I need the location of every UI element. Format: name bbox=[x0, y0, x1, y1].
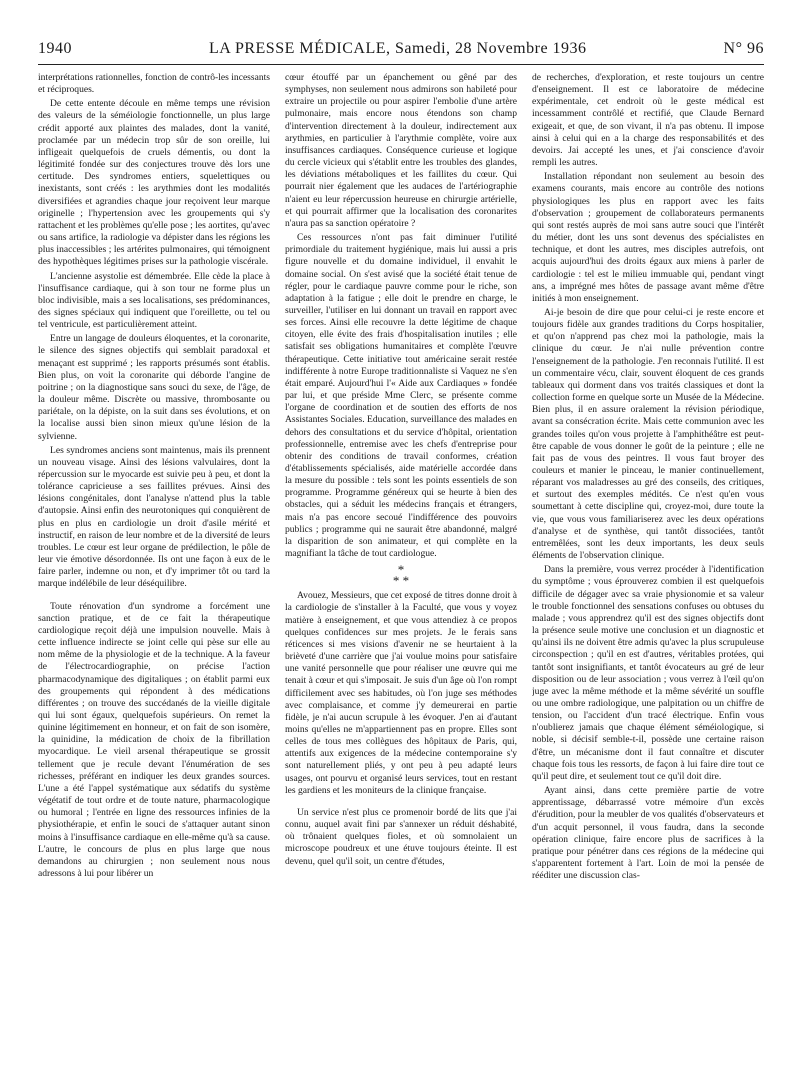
text-column-3 bbox=[532, 72, 764, 1072]
journal-title: LA PRESSE MÉDICALE, Samedi, 28 Novembre 1936 bbox=[209, 40, 587, 57]
paragraph-gap bbox=[285, 799, 517, 807]
paragraph: Ai-je besoin de dire que pour celui-ci je reste encore et toujours fidèle aux grandes traditions du Corps hospitalier, et qu'on n'apprend pas chez moi la pathologie, mais la clinique du cœur. Je n'ai nulle prévention contre l'enseignement de la pathologie. J'en reconnais l'utilité. Il est un commentaire vécu, clair, souvent éloquent de ces grands tableaux qui dorment dans vos traités classiques et dont la collection forme en quelque sorte un Musée de la Médecine. Bien plus, il en assure oralement la révision périodique, avant sa consécration écrite. Mais cette communion avec les grandes toiles qu'on vous projette à l'amphithéâtre est peut-être capable de vous donner le goût de la peinture ; elle ne fait pas de vous des peintres. Il vous faut broyer des couleurs et manier le pinceau, le manier continuellement, réparant vos maladresses au gré des conseils, des critiques, et surtout des exemples médités. Ce n'est qu'en vous soumettant à cette discipline qui, croyez-moi, dure toute la vie, que vous vous familiariserez avec les deux opérations d'analyse et de synthèse, qui tantôt dissociées, tantôt entremêlées, sont les deux importants, les deux seuls éléments de l'observation clinique. bbox=[532, 306, 764, 562]
paragraph: L'ancienne asystolie est démembrée. Elle cède la place à l'insuffisance cardiaque, qui à son tour ne forme plus un bloc indivisible, mais a ses localisations, ses prédominances, des signes spéciaux qui indiquent que l'oreillette, ou tel ou tel ventricule, est particulièrement atteint. bbox=[38, 270, 270, 331]
paragraph: cœur étouffé par un épanchement ou gêné par des symphyses, non seulement nous admirons son habileté pour extraire un projectile ou pour aspirer l'embolie d'une artère pulmonaire, mais encore nous étendons son champ d'intervention directement à la douleur, indirectement aux arythmies, en particulier à l'arythmie complète, voire aux insuffisances cardiaques. Conséquence curieuse et logique du cercle vicieux qui s'établit entre les troubles des glandes, les déviations métaboliques et les faillites du cœur. Qui pourrait nier également que les audaces de l'artériographie n'aient eu leur répercussion heureuse en chirurgie artérielle, et qui pourrait affirmer que la localisation des coronarites n'aura pas sa sanction opératoire ? bbox=[285, 72, 517, 229]
text-column-2 bbox=[285, 72, 517, 1072]
paragraph: de recherches, d'exploration, et reste toujours un centre d'enseignement. Il est ce laboratoire de médecine expérimentale, cet endroit où le geste médical est incessamment contrôlé et rectifié, que Claude Bernard exigeait, et que, de son vivant, il n'a pas obtenu. Il impose ainsi à celui qui en a la charge des responsabilités et des devoirs. Jai accepté les unes, et j'ai conscience d'avoir rempli les autres. bbox=[532, 72, 764, 169]
paragraph: Entre un langage de douleurs éloquentes, et la coronarite, le silence des signes objectifs qui semblait paradoxal et menaçant est supprimé ; les rapports présumés sont établis. Bien plus, on voit la coronarite qui déborde l'angine de poitrine ; on la diagnostique sans souci du sexe, de l'âge, de la douleur même. Discrète ou massive, thrombosante ou pariétale, on la dépiste, on la suit dans ses évolutions, et on la localise aussi bien sinon mieux qu'une lésion de la sylvienne. bbox=[38, 333, 270, 442]
issue-number: N° 96 bbox=[723, 40, 764, 57]
paragraph: De cette entente découle en même temps une révision des valeurs de la séméiologie fonctionnelle, un plus large crédit apporté aux plaintes des malades, dont la vanité, proclamée par un médecin trop sûr de son oreille, lui infligeait quelquefois de cruels démentis, ou dont la légitimité fondée sur des conjectures trouve dès lors une certitude. Des syndromes entiers, squelettiques ou inexistants, sont créés : les arythmies dont les modalités diversifiées et agrandies chaque jour reçoivent leur marque originelle ; l'hypertension avec les groupements qui s'y rattachent et les problèmes qu'elle pose ; les aortites, qu'avec ou sans artifice, la radiologie va dépister dans les régions les plus inaccessibles ; les artérites pulmonaires, qui témoignent des hypothèques légitimes prises sur la pathologie viscérale. bbox=[38, 98, 270, 268]
paragraph: interprétations rationnelles, fonction de contrô-les incessants et réciproques. bbox=[38, 72, 270, 96]
paragraph: Ces ressources n'ont pas fait diminuer l'utilité primordiale du traitement hygiénique, mais lui aussi a pris figure nouvelle et du domaine individuel, il envahit le domaine social. On s'est avisé que la société était tenue de régler, pour le cardiaque pauvre comme pour le riche, son adaptation à la fatigue ; elle doit le prendre en charge, le surveiller, l'utiliser en lui donnant un travail en rapport avec ses forces. Ainsi elle recouvre la dette légitime de chaque citoyen, elle évite des frais d'hospitalisation inutiles ; elle satisfait ses obligations humanitaires et complète l'œuvre thérapeutique. Cette initiative tout américaine serait restée indifférente à notre Europe traditionnaliste si Vaquez ne s'en était emparé. Aujourd'hui l'« Aide aux Cardiaques » fondée par lui, et que préside Mme Clerc, se présente comme l'organe de coordination et de soutien des efforts de nos Assistantes Sociales. Education, surveillance des malades en dehors des consultations et du service d'hôpital, orientation professionnelle, entremise avec les chefs d'entreprise pour obtenir des conditions de travail conformes, création d'établissements spécialisés, aide matérielle accordée dans la mesure du possible : tels sont les points essentiels de son programme. Programme généreux qui se heurte à bien des obstacles, qui a séduit les médecins français et étrangers, mais n'a pas encore secoué l'indifférence des pouvoirs publics ; programme qui ne saurait être abandonné, malgré la disparition de son animateur, et qui complète en la magnifiant la tâche de tout cardiologue. bbox=[285, 232, 517, 560]
paragraph: Toute rénovation d'un syndrome a forcément une sanction pratique, et de ce fait la thérapeutique cardiologique reçoit déjà une impulsion nouvelle. Mais à cette influence indirecte se joint celle qui pèse sur elle au nom même de la physiologie et de la technique. A la faveur de l'électrocardiographie, on précise l'action pharmacodynamique des digitaliques ; on établit parmi eux des groupements qui répondent à des médications différentes ; on trouve des succédanés de la vieille digitale qui lui sont égaux, quelquefois supérieurs. On remet la quinine légitimement en honneur, et on fait de son isomère, la quinidine, la médication de choix de la fibrillation myocardique. Le vieil arsenal thérapeutique se grossit tellement que je recule devant l'énumération de ses richesses, préférant en indiquer les deux grandes sources. L'une a été l'appel systématique aux sédatifs du système végétatif de tout ordre et de toute nature, pharmacologique ou humoral ; l'entrée en ligne des ressources infinies de la physiothérapie, et enfin le souci de s'attaquer autant sinon moins à l'insuffisance cardiaque en elle-même qu'à sa cause. L'autre, le concours de plus en plus large que nous demandons au chirurgien ; non seulement nous nous adressons à lui pour libérer un bbox=[38, 600, 270, 879]
text-column-1 bbox=[38, 72, 270, 1072]
paragraph: Avouez, Messieurs, que cet exposé de titres donne droit à la cardiologie de s'installer à la Faculté, que vous y voyez matière à enseignement, et que vous attendiez à ce propos quelques confidences sur mes projets. Je le ferais sans réticences si mes visions d'avenir ne se heurtaient à la brièveté d'une carrière que j'ai voulue moins pour satisfaire une vanité personnelle que pour réaliser une œuvre qui me tenait à cœur et qui s'imposait. Je suis d'un âge où l'on rompt difficilement avec ses habitudes, où l'on juge ses méthodes avec complaisance, et comme j'y demeurerai en partie fidèle, je n'ai aucun scrupule à les évoquer. J'en ai d'autant moins qu'elles ne m'appartiennent pas en propre. Elles sont celles de tous mes collègues des hôpitaux de Paris, qui, attentifs aux exigences de la médecine contemporaine s'y sont naturellement pliés, y ont peu à peu adapté leurs usages, ont pourvu et organisé leurs services, tout en restant les gardiens et les moniteurs de la clinique française. bbox=[285, 590, 517, 796]
page-number: 1940 bbox=[38, 40, 72, 57]
section-separator: * * * bbox=[392, 562, 410, 589]
paragraph: Dans la première, vous verrez procéder à l'identification du symptôme ; vous éprouverez combien il est quelquefois difficile de dégager avec sa vraie physionomie et sa valeur le trouble fonctionnel des sensations confuses ou obtuses du malade ; vous apprendrez qu'il est des signes objectifs dont la présence seule motive une conclusion et un diagnostic et qu'ainsi ils ne doivent être admis qu'avec la plus scrupuleuse circonspection ; qu'il en est d'autres, véritables protées, qui tantôt sont insignifiants, et tantôt évocateurs au gré de leur disposition ou de leur association ; vous verrez à l'œil qu'on juge avec la même méthode et la même sévérité un souffle ou une ombre radiologique, une palpitation ou un chiffre de tension, ou l'accident d'un tracé électrique. Enfin vous n'oublierez jamais que chaque élément séméiologique, si noble, si décisif semble-t-il, possède une certaine raison d'être, un mécanisme dont il faut connaître et discuter chaque fois tous les ressorts, de façon à lui faire dire tout ce qu'il peut dire, et seulement tout ce qu'il doit dire. bbox=[532, 564, 764, 782]
paragraph-gap bbox=[38, 593, 270, 601]
paragraph: Ayant ainsi, dans cette première partie de votre apprentissage, débarrassé votre mémoire d'un excès d'érudition, pour la meubler de vos qualités d'observateurs et d'un acquit personnel, il vous faudra, dans la seconde opération clinique, faire encore plus de sacrifices à la pratique pour pénétrer dans ces régions de la médecine qui s'apparentent fortement à l'art. Loin de moi la pensée de rééditer une discussion clas- bbox=[532, 785, 764, 882]
article-body bbox=[38, 72, 764, 1072]
paragraph: Installation répondant non seulement au besoin des examens courants, mais encore au contrôle des notions physiologiques les plus en rapport avec les faits d'observation ; groupement de collaborateurs permanents qui sont restés auprès de moi sans autre souci que l'intérêt du métier, dont les uns sont devenus des spécialistes en technique, et dont les autres, mes disciples autrefois, ont acquis aujourd'hui des droits égaux aux miens à parler de cardiologie : tel est le milieu immuable qui, pendant vingt ans, a imprégné mes hôtes de passage avant même d'être initiés à mon enseignement. bbox=[532, 171, 764, 304]
paragraph: Un service n'est plus ce promenoir bordé de lits que j'ai connu, auquel avait fini par s'annexer un réduit déshabité, où trônaient quelques fioles, et où somnolaient un microscope poudreux et une étuve toujours éteinte. Il est devenu, quel qu'il soit, un centre d'études, bbox=[285, 806, 517, 867]
page-header bbox=[38, 40, 764, 65]
paragraph: Les syndromes anciens sont maintenus, mais ils prennent un nouveau visage. Ainsi des lésions valvulaires, dont la répercussion sur le myocarde est suivie peu à peu, et dont la tolérance capricieuse a ses faillites prévues. Ainsi des lésions congénitales, dont l'analyse n'attend plus la table d'autopsie. Ainsi enfin des neurotoniques qui conquièrent de plus en plus en cardiologie un droit d'asile mérité et instructif, en raison de leur nombre et de la diversité de leurs troubles. Le cœur est leur organe de prédilection, le pôle de leur vie émotive désordonnée. Ils ont une façon à eux de le faire parler, indemne ou non, et d'y imprimer tôt ou tard la marque indélébile de leur déséquilibre. bbox=[38, 444, 270, 590]
